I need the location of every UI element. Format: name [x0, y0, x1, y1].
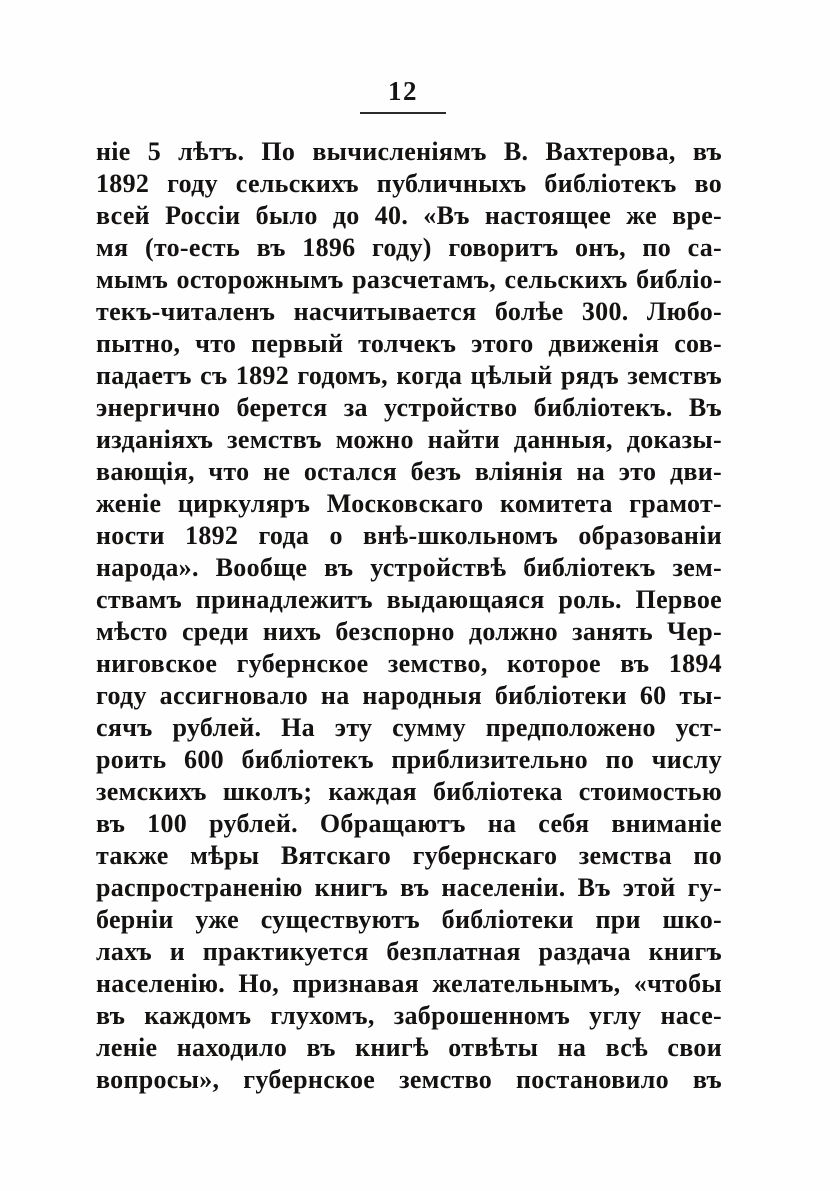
text-line: сячъ рублей. На эту сумму предположено уст- [96, 713, 722, 742]
text-line: изданіяхъ земствъ можно найти данныя, доказы- [96, 425, 722, 454]
text-line: энергично берется за устройство библіотекъ. Въ [96, 393, 722, 422]
body-text [96, 136, 722, 1096]
text-line: всей Россіи было до 40. «Въ настоящее же вре- [96, 201, 722, 230]
text-line: ствамъ принадлежитъ выдающаяся роль. Первое [96, 585, 722, 614]
header-rule [360, 112, 446, 114]
text-line: вопросы», губернское земство постановило въ [96, 1065, 722, 1094]
text-line: женіе циркуляръ Московскаго комитета грамот- [96, 489, 722, 518]
text-line: падаетъ съ 1892 годомъ, когда цѣлый рядъ земствъ [96, 361, 722, 390]
text-line: также мѣры Вятскаго губернскаго земства по [96, 841, 722, 870]
text-line: народа». Вообще въ устройствѣ библіотекъ зем- [96, 553, 722, 582]
text-line: мѣсто среди нихъ безспорно должно занять Чер- [96, 617, 722, 646]
text-line: вающія, что не остался безъ вліянія на это дви- [96, 457, 722, 486]
text-line: ности 1892 года о внѣ-школьномъ образованіи [96, 521, 722, 550]
text-line: лахъ и практикуется безплатная раздача книгъ [96, 937, 722, 966]
text-line: пытно, что первый толчекъ этого движенія сов- [96, 329, 722, 358]
text-line: году ассигновало на народныя библіотеки 60 ты- [96, 681, 722, 710]
text-line: текъ-читаленъ насчитывается болѣе 300. Любо- [96, 297, 722, 326]
text-line: распространенію книгъ въ населеніи. Въ этой гу- [96, 873, 722, 902]
text-line: мя (то-есть въ 1896 году) говоритъ онъ, по са- [96, 233, 722, 262]
text-line: въ 100 рублей. Обращаютъ на себя вниманіе [96, 809, 722, 838]
text-line: роить 600 библіотекъ приблизительно по числу [96, 745, 722, 774]
text-line: земскихъ школъ; каждая библіотека стоимостью [96, 777, 722, 806]
text-line: ніе 5 лѣтъ. По вычисленіямъ В. Вахтерова, въ [96, 137, 722, 166]
text-line: 1892 году сельскихъ публичныхъ библіотекъ во [96, 169, 722, 198]
text-line: леніе находило въ книгѣ отвѣты на всѣ свои [96, 1033, 722, 1062]
text-line: берніи уже существуютъ библіотеки при шко- [96, 905, 722, 934]
text-line: ниговское губернское земство, которое въ 1894 [96, 649, 722, 678]
text-line: мымъ осторожнымъ разсчетамъ, сельскихъ библіо- [96, 265, 722, 294]
page-number: 12 [388, 76, 418, 106]
text-line: въ каждомъ глухомъ, заброшенномъ углу насе- [96, 1001, 722, 1030]
text-line: населенію. Но, признавая желательнымъ, «чтобы [96, 969, 722, 998]
